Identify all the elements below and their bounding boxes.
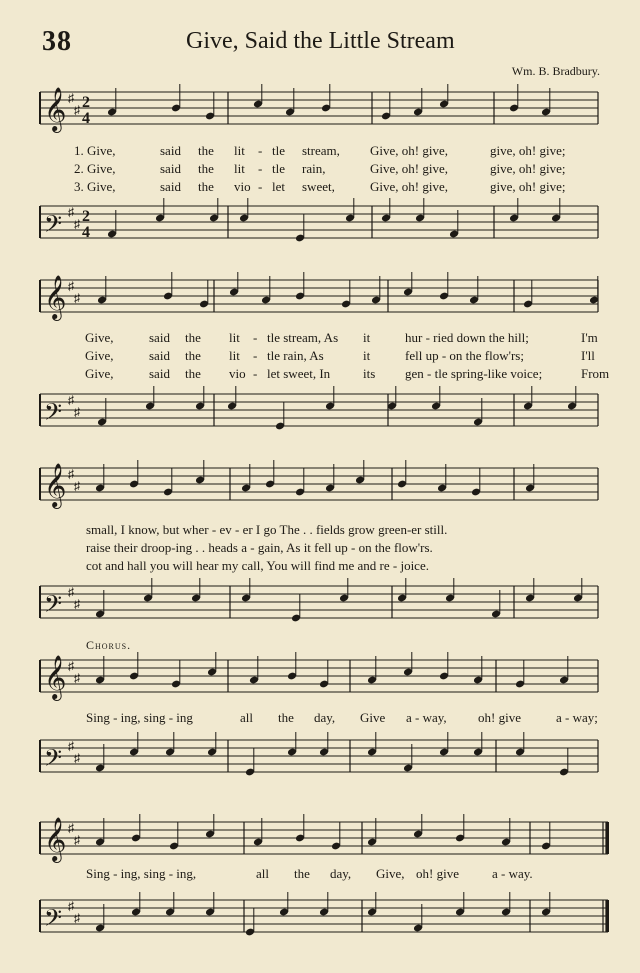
treble-clef-icon: 𝄞 [44,817,67,861]
sharp-icon: ♯ [68,467,74,481]
lyric: day, [314,710,336,725]
s3-v1: small, I know, but wher - ev - er I go The . . fields grow green-er still. [86,522,448,537]
chorus-label: Chorus. [86,638,132,652]
meter-bottom: 4 [82,110,90,127]
lyric: - [253,330,258,345]
lyric: the [198,179,214,194]
lyric: give, oh! give; [490,161,566,176]
lyric: lit [234,143,245,158]
lyric: lit [229,330,240,345]
lyric: give, oh! give; [490,143,566,158]
lyric: said [149,366,170,381]
lyric: tle [272,143,285,158]
lyric: a - way, [406,710,447,725]
sharp-icon: ♯ [74,479,80,493]
meter-top: 2 [82,208,90,225]
composer-credit: Wm. B. Bradbury. [511,64,600,78]
sharp-icon: ♯ [68,205,74,219]
bass-clef-icon: 𝄢 [44,904,63,937]
sharp-icon: ♯ [74,217,80,231]
sharp-icon: ♯ [68,659,74,673]
lyric: vio [229,366,246,381]
lyric: tle stream, As [267,330,339,345]
sharp-icon: ♯ [74,833,80,847]
lyric: Give, oh! give, [370,161,448,176]
lyric: it [363,330,371,345]
sharp-icon: ♯ [74,671,80,685]
lyric: 2. Give, [74,161,116,176]
bass-clef-icon: 𝄢 [44,744,63,777]
sharp-icon: ♯ [74,597,80,611]
system-4-treble-staff [0,652,640,712]
lyric: sweet, [302,179,335,194]
lyric: 3. Give, [74,179,116,194]
lyric: the [294,866,310,881]
sharp-icon: ♯ [74,405,80,419]
bass-clef-icon: 𝄢 [44,590,63,623]
system-4-bass-staff [0,732,640,792]
lyric: said [160,179,181,194]
system-1-bass-staff [0,198,640,248]
lyric: tle [272,161,285,176]
lyric: oh! give [416,866,459,881]
sharp-icon: ♯ [74,103,80,117]
s3-v3: cot and hall you will hear my call, You will find me and re - joice. [86,558,429,573]
lyric: I'm [581,330,598,345]
lyric: hur - ried down the hill; [405,330,529,345]
lyric: Give, [85,330,114,345]
lyric: rain, [302,161,326,176]
system-1-treble-staff [0,84,640,144]
lyric: all [256,866,269,881]
meter-bottom: 4 [82,224,90,241]
lyric: its [363,366,376,381]
lyric: 1. Give, [74,143,116,158]
lyric: said [149,348,170,363]
lyric: I'll [581,348,595,363]
lyric: let [272,179,285,194]
staff-lines [40,206,598,238]
sharp-icon: ♯ [74,911,80,925]
lyric: - [258,143,263,158]
lyric: Give, oh! give, [370,143,448,158]
system-2-treble-staff [0,272,640,332]
lyric: said [160,161,181,176]
lyric: the [278,710,294,725]
lyric: a - way. [492,866,533,881]
lyric: Give, [85,366,114,381]
system-3-treble-staff [0,460,640,520]
sharp-icon: ♯ [68,393,74,407]
staff-lines [40,740,598,772]
treble-clef-icon: 𝄞 [44,87,67,131]
hymn-title: Give, Said the Little Stream [186,28,455,54]
bass-clef-icon: 𝄢 [44,210,63,243]
lyric: let sweet, In [267,366,331,381]
lyric: it [363,348,371,363]
treble-clef-icon: 𝄞 [44,275,67,319]
lyric: the [198,161,214,176]
lyric: - [253,348,258,363]
lyric: Give, [376,866,405,881]
lyric: oh! give [478,710,521,725]
system-3-bass-staff [0,578,640,628]
lyric: said [160,143,181,158]
system-5-bass-staff [0,892,640,952]
s3-v2: raise their droop-ing . . heads a - gain, As it fell up - on the flow'rs. [86,540,433,555]
lyric: Give, oh! give, [370,179,448,194]
lyric: give, oh! give; [490,179,566,194]
lyric: - [253,366,258,381]
lyric: the [198,143,214,158]
hymn-number: 38 [42,26,72,57]
lyric: From [581,366,610,381]
lyric: a - way; [556,710,598,725]
lyric: gen - tle spring-like voice; [405,366,543,381]
sharp-icon: ♯ [68,585,74,599]
lyric: - [258,179,263,194]
bass-clef-icon: 𝄢 [44,398,63,431]
sharp-icon: ♯ [68,899,74,913]
sharp-icon: ♯ [68,821,74,835]
lyric: said [149,330,170,345]
lyric: lit [229,348,240,363]
lyric: Sing - ing, sing - ing [86,710,193,725]
meter-top: 2 [82,94,90,111]
lyric: vio [234,179,251,194]
lyric: day, [330,866,352,881]
lyric: lit [234,161,245,176]
lyric: fell up - on the flow'rs; [405,348,524,363]
lyric: Give [360,710,386,725]
sharp-icon: ♯ [68,279,74,293]
sharp-icon: ♯ [68,91,74,105]
lyric: tle rain, As [267,348,324,363]
system-2-bass-staff [0,386,640,436]
staff-lines [40,822,608,854]
lyric: Give, [85,348,114,363]
staff-lines [40,900,608,932]
lyric: - [258,161,263,176]
lyric: the [185,366,201,381]
lyric: stream, [302,143,340,158]
system-5-treble-staff [0,814,640,874]
lyric: the [185,330,201,345]
sharp-icon: ♯ [74,291,80,305]
staff-lines [40,660,598,692]
treble-clef-icon: 𝄞 [44,463,67,507]
treble-clef-icon: 𝄞 [44,655,67,699]
sharp-icon: ♯ [68,739,74,753]
lyric: all [240,710,253,725]
lyric: the [185,348,201,363]
lyric: Sing - ing, sing - ing, [86,866,197,881]
sharp-icon: ♯ [74,751,80,765]
